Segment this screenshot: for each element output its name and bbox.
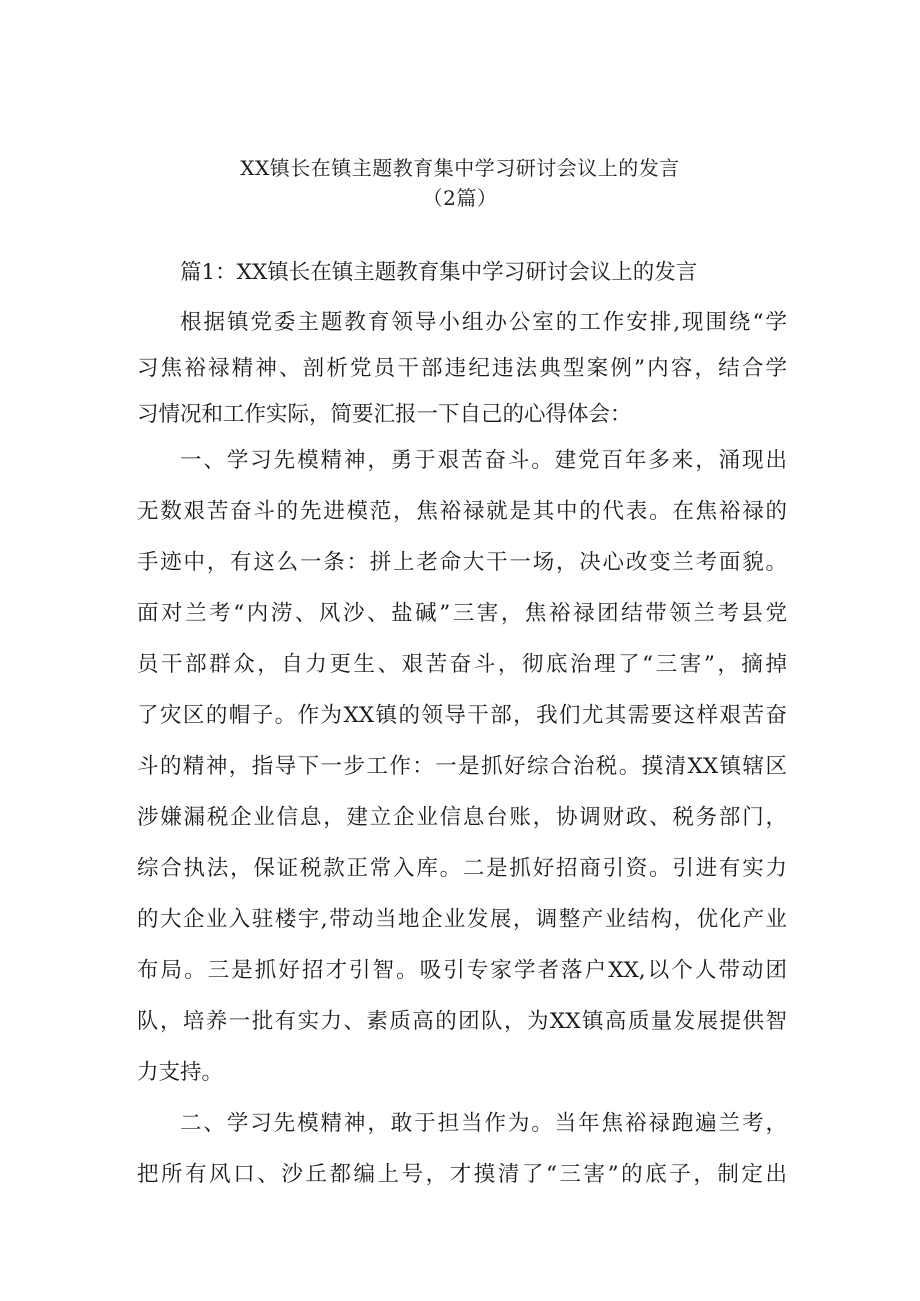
paragraph-line: 斗的精神，指导下一步工作：一是抓好综合治税。摸清XX镇辖区: [137, 754, 787, 779]
paragraph-line: 面对兰考“内涝、风沙、盐碱”三害，焦裕禄团结带领兰考县党: [137, 601, 787, 626]
paragraph-line: 把所有风口、沙丘都编上号，才摸清了“三害”的底子，制定出: [137, 1162, 787, 1187]
paragraph-line: 队，培养一批有实力、素质高的团队，为XX镇高质量发展提供智: [137, 1009, 787, 1034]
document-subtitle: （2篇）: [422, 186, 498, 210]
paragraph-line: 涉嫌漏税企业信息，建立企业信息台账，协调财政、税务部门，: [137, 805, 787, 830]
paragraph-line: 力支持。: [137, 1060, 224, 1085]
paragraph-line: 手迹中，有这么一条：拼上老命大干一场，决心改变兰考面貌。: [137, 550, 787, 575]
document-title: XX镇长在镇主题教育集中学习研讨会议上的发言: [240, 156, 680, 180]
paragraph-line: 无数艰苦奋斗的先进模范，焦裕禄就是其中的代表。在焦裕禄的: [137, 499, 787, 524]
paragraph-line: 二、学习先模精神，敢于担当作为。当年焦裕禄跑遍兰考，: [180, 1111, 787, 1136]
paragraph-line: 综合执法，保证税款正常入库。二是抓好招商引资。引进有实力: [137, 856, 787, 881]
paragraph-line: 了灾区的帽子。作为XX镇的领导干部，我们尤其需要这样艰苦奋: [137, 703, 787, 728]
paragraph-line: 员干部群众，自力更生、艰苦奋斗，彻底治理了“三害”，摘掉: [137, 652, 787, 677]
paragraph-line: 习焦裕禄精神、剖析党员干部违纪违法典型案例”内容，结合学: [137, 356, 787, 381]
paragraph-line: 习情况和工作实际，简要汇报一下自己的心得体会：: [137, 402, 632, 427]
paragraph-line: 根据镇党委主题教育领导小组办公室的工作安排,现围绕“学: [180, 310, 787, 335]
section-heading: 篇1：XX镇长在镇主题教育集中学习研讨会议上的发言: [180, 260, 698, 285]
paragraph-line: 的大企业入驻楼宇,带动当地企业发展，调整产业结构，优化产业: [137, 907, 787, 932]
paragraph-line: 布局。三是抓好招才引智。吸引专家学者落户XX,以个人带动团: [137, 958, 787, 983]
paragraph-line: 一、学习先模精神，勇于艰苦奋斗。建党百年多来，涌现出: [180, 448, 787, 473]
